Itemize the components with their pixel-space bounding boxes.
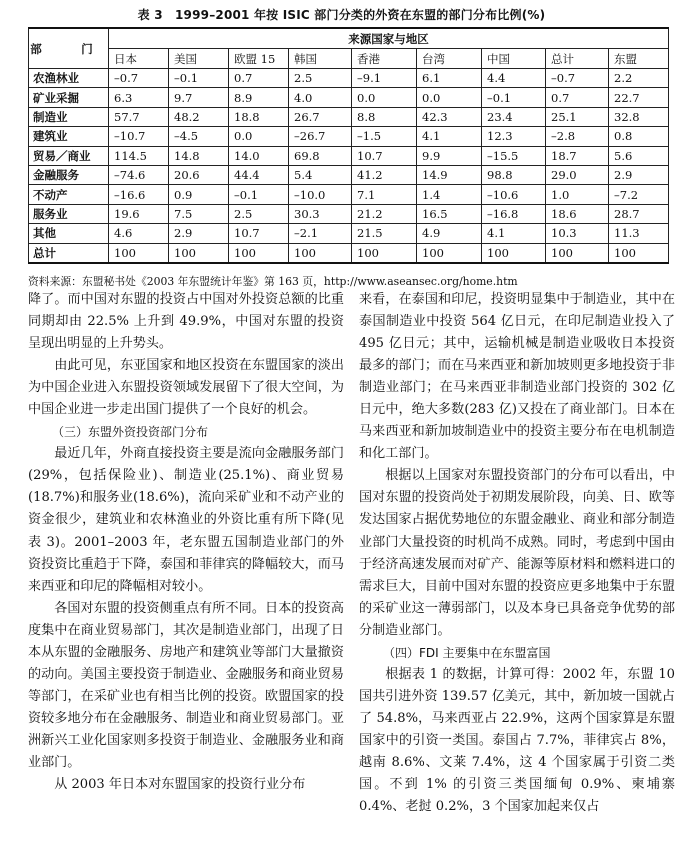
table-cell: 32.8: [609, 107, 669, 126]
table-cell: 22.7: [609, 88, 669, 107]
table-cell: –2.8: [546, 127, 609, 146]
table-cell: 100: [169, 243, 229, 263]
table-cell: 100: [229, 243, 289, 263]
table-cell: 25.1: [546, 107, 609, 126]
table-row: [29, 165, 669, 184]
section-heading: （四）FDI 主要集中在东盟富国: [383, 645, 551, 660]
table-cell: –10.0: [289, 185, 352, 204]
column-header: 总计: [546, 49, 609, 69]
table-cell: 69.8: [289, 146, 352, 165]
table-cell: 0.9: [169, 185, 229, 204]
table-row: [29, 69, 669, 88]
table-cell: 14.9: [417, 165, 482, 184]
table-cell: 100: [609, 243, 669, 263]
table-cell: 23.4: [482, 107, 546, 126]
table-cell: 10.7: [352, 146, 417, 165]
table-cell: 2.2: [609, 69, 669, 88]
table-cell: 57.7: [109, 107, 169, 126]
table-cell: 2.9: [169, 224, 229, 243]
table-row: [29, 88, 669, 107]
table-cell: 11.3: [609, 224, 669, 243]
column-header: 东盟: [609, 49, 669, 69]
table-cell: 0.0: [352, 88, 417, 107]
table-cell: –0.1: [229, 185, 289, 204]
table-cell: 1.0: [546, 185, 609, 204]
table-row: [29, 204, 669, 223]
section-heading: （三）东盟外资投资部门分布: [52, 425, 209, 440]
table-cell: –0.7: [109, 69, 169, 88]
column-header: 香港: [352, 49, 417, 69]
table-cell: 10.3: [546, 224, 609, 243]
table-cell: 4.0: [289, 88, 352, 107]
column-header: 台湾: [417, 49, 482, 69]
table-cell: 9.7: [169, 88, 229, 107]
table-cell: –74.6: [109, 165, 169, 184]
table-cell: 0.0: [229, 127, 289, 146]
table-cell: 6.3: [109, 88, 169, 107]
table-cell: 0.0: [417, 88, 482, 107]
column-header: 中国: [482, 49, 546, 69]
table-source-note: 资料来源：东盟秘书处《2003 年东盟统计年鉴》第 163 页，http://www.aseansec.org/home.htm: [28, 275, 518, 288]
table-cell: 12.3: [482, 127, 546, 146]
fdi-sector-table: [28, 27, 669, 264]
sector-name: 建筑业: [29, 127, 109, 146]
table-cell: 28.7: [609, 204, 669, 223]
table-cell: –0.1: [169, 69, 229, 88]
table-cell: 4.6: [109, 224, 169, 243]
sector-name: 农渔林业: [29, 69, 109, 88]
table-cell: 10.7: [229, 224, 289, 243]
column-header-row: [29, 49, 669, 69]
paragraph: 来看，在泰国和印尼，投资明显集中于制造业，其中在泰国制造业中投资 564 亿日元，在印尼制造业投入了 495 亿日元；其中，运输机械是制造业吸收日本投资最多的部门；而在马来西亚和新加坡则更多地投资于非制造业部门；在马来西亚非制造业部门投资的 302 亿日元中，绝大多数(283 亿)又投在了商业部门。日本在马来西亚和新加坡制造业中的投资主要分布在电机制造和化工部门。: [359, 292, 675, 462]
paragraph: 根据以上国家对东盟投资部门的分布可以看出，中国对东盟的投资尚处于初期发展阶段，向美、日、欧等发达国家占据优势地位的东盟金融业、商业和部分制造业部门大量投资的时机尚不成熟。同时，考虑到中国由于经济高速发展而对矿产、能源等原材料和燃料进口的需求巨大，目前中国对东盟的投资应更多地集中于东盟的采矿业这一薄弱部门，以及本身已具备竞争优势的部分制造业部门。: [359, 468, 675, 638]
table-cell: 9.9: [417, 146, 482, 165]
table-cell: 14.8: [169, 146, 229, 165]
sector-name: 总计: [29, 243, 109, 263]
sector-name: 不动产: [29, 185, 109, 204]
table-cell: –16.8: [482, 204, 546, 223]
sector-name: 服务业: [29, 204, 109, 223]
sector-name: 金融服务: [29, 165, 109, 184]
table-cell: –10.6: [482, 185, 546, 204]
table-cell: 29.0: [546, 165, 609, 184]
table-caption: 表 3 1999–2001 年按 ISIC 部门分类的外资在东盟的部门分布比例(%): [137, 8, 546, 22]
column-header: 韩国: [289, 49, 352, 69]
table-body: [29, 69, 669, 263]
sector-header: 部 门: [29, 28, 109, 69]
column-header: 欧盟 15: [229, 49, 289, 69]
table-cell: –0.7: [546, 69, 609, 88]
table-cell: 5.4: [289, 165, 352, 184]
table-cell: 2.5: [289, 69, 352, 88]
table-cell: –9.1: [352, 69, 417, 88]
table-cell: 19.6: [109, 204, 169, 223]
table-cell: 7.5: [169, 204, 229, 223]
table-cell: 18.8: [229, 107, 289, 126]
table-cell: 14.0: [229, 146, 289, 165]
table-cell: 4.4: [482, 69, 546, 88]
table-cell: 41.2: [352, 165, 417, 184]
table-cell: 4.9: [417, 224, 482, 243]
left-text-column: [28, 289, 344, 796]
source-region-header: 来源国家与地区: [109, 28, 669, 49]
table-cell: 6.1: [417, 69, 482, 88]
sector-name: 其他: [29, 224, 109, 243]
paragraph: 最近几年，外商直接投资主要是流向金融服务部门(29%，包括保险业)、制造业(25.1%)、商业贸易(18.7%)和服务业(18.6%)，流向采矿业和不动产业的资金很少，建筑业和农林渔业的外资比重有所下降(见表 3)。2001–2003 年，老东盟五国制造业部门的外资投资比重趋于下降，泰国和菲律宾的降幅较大，而马来西亚和印尼的降幅相对较小。: [28, 446, 344, 594]
table-cell: 4.1: [417, 127, 482, 146]
table-cell: –4.5: [169, 127, 229, 146]
table-cell: 26.7: [289, 107, 352, 126]
table-cell: 2.9: [609, 165, 669, 184]
table-cell: 4.1: [482, 224, 546, 243]
column-header: 美国: [169, 49, 229, 69]
table-cell: 100: [417, 243, 482, 263]
table-cell: –7.2: [609, 185, 669, 204]
table-cell: 100: [546, 243, 609, 263]
table-row: [29, 185, 669, 204]
sector-name: 矿业采掘: [29, 88, 109, 107]
table-cell: 8.9: [229, 88, 289, 107]
table-cell: 100: [352, 243, 417, 263]
paragraph: 从 2003 年日本对东盟国家的投资行业分布: [54, 777, 306, 793]
table-cell: 100: [482, 243, 546, 263]
table-cell: 1.4: [417, 185, 482, 204]
table-cell: 20.6: [169, 165, 229, 184]
table-cell: –26.7: [289, 127, 352, 146]
table-row: [29, 107, 669, 126]
paragraph: 由此可见，东亚国家和地区投资在东盟国家的淡出为中国企业进入东盟投资领域发展留下了很大空间，为中国企业进一步走出国门提供了一个良好的机会。: [28, 358, 344, 418]
table-cell: –2.1: [289, 224, 352, 243]
table-cell: 7.1: [352, 185, 417, 204]
table-row: [29, 146, 669, 165]
table-row: [29, 127, 669, 146]
table-cell: 100: [289, 243, 352, 263]
table-row: [29, 224, 669, 243]
right-text-column: [359, 289, 675, 818]
table-cell: –0.1: [482, 88, 546, 107]
table-cell: 18.7: [546, 146, 609, 165]
table-cell: 16.5: [417, 204, 482, 223]
table-row: [29, 243, 669, 263]
table-cell: 2.5: [229, 204, 289, 223]
table-cell: 21.2: [352, 204, 417, 223]
column-header: 日本: [109, 49, 169, 69]
table-cell: 8.8: [352, 107, 417, 126]
table-cell: 44.4: [229, 165, 289, 184]
paragraph: 降了。而中国对东盟的投资占中国对外投资总额的比重同期却由 22.5% 上升到 49.9%，中国对东盟的投资呈现出明显的上升势头。: [28, 292, 344, 352]
table-cell: –1.5: [352, 127, 417, 146]
table-cell: –15.5: [482, 146, 546, 165]
table-cell: 0.7: [229, 69, 289, 88]
table-cell: –10.7: [109, 127, 169, 146]
table-cell: 30.3: [289, 204, 352, 223]
table-cell: –16.6: [109, 185, 169, 204]
paragraph: 各国对东盟的投资侧重点有所不同。日本的投资高度集中在商业贸易部门，其次是制造业部门，出现了日本从东盟的金融服务、房地产和建筑业等部门大量撤资的动向。美国主要投资于制造业、金融服务和商业贸易等部门，在采矿业也有相当比例的投资。欧盟国家的投资较多地分布在金融服务、制造业和商业贸易部门。亚洲新兴工业化国家则多投资于制造业、金融服务业和商业部门。: [28, 600, 344, 770]
table-cell: 114.5: [109, 146, 169, 165]
table-cell: 42.3: [417, 107, 482, 126]
table-cell: 0.8: [609, 127, 669, 146]
sector-name: 制造业: [29, 107, 109, 126]
table-cell: 5.6: [609, 146, 669, 165]
table-cell: 48.2: [169, 107, 229, 126]
table-cell: 100: [109, 243, 169, 263]
sector-name: 贸易／商业: [29, 146, 109, 165]
table-cell: 18.6: [546, 204, 609, 223]
paragraph: 根据表 1 的数据，计算可得：2002 年，东盟 10 国共引进外资 139.57 亿美元，其中，新加坡一国就占了 54.8%，马来西亚占 22.9%，这两个国家算是东盟国家中的引资一类国。泰国占 7.7%，菲律宾占 8%，越南 8.6%、文莱 7.4%，这 4 个国家属于引资二类国。不到 1% 的引资三类国缅甸 0.9%、柬埔寨 0.4%、老挝 0.2%，3 个国家加起来仅占: [359, 666, 676, 815]
table-cell: 21.5: [352, 224, 417, 243]
table-cell: 0.7: [546, 88, 609, 107]
table-cell: 98.8: [482, 165, 546, 184]
